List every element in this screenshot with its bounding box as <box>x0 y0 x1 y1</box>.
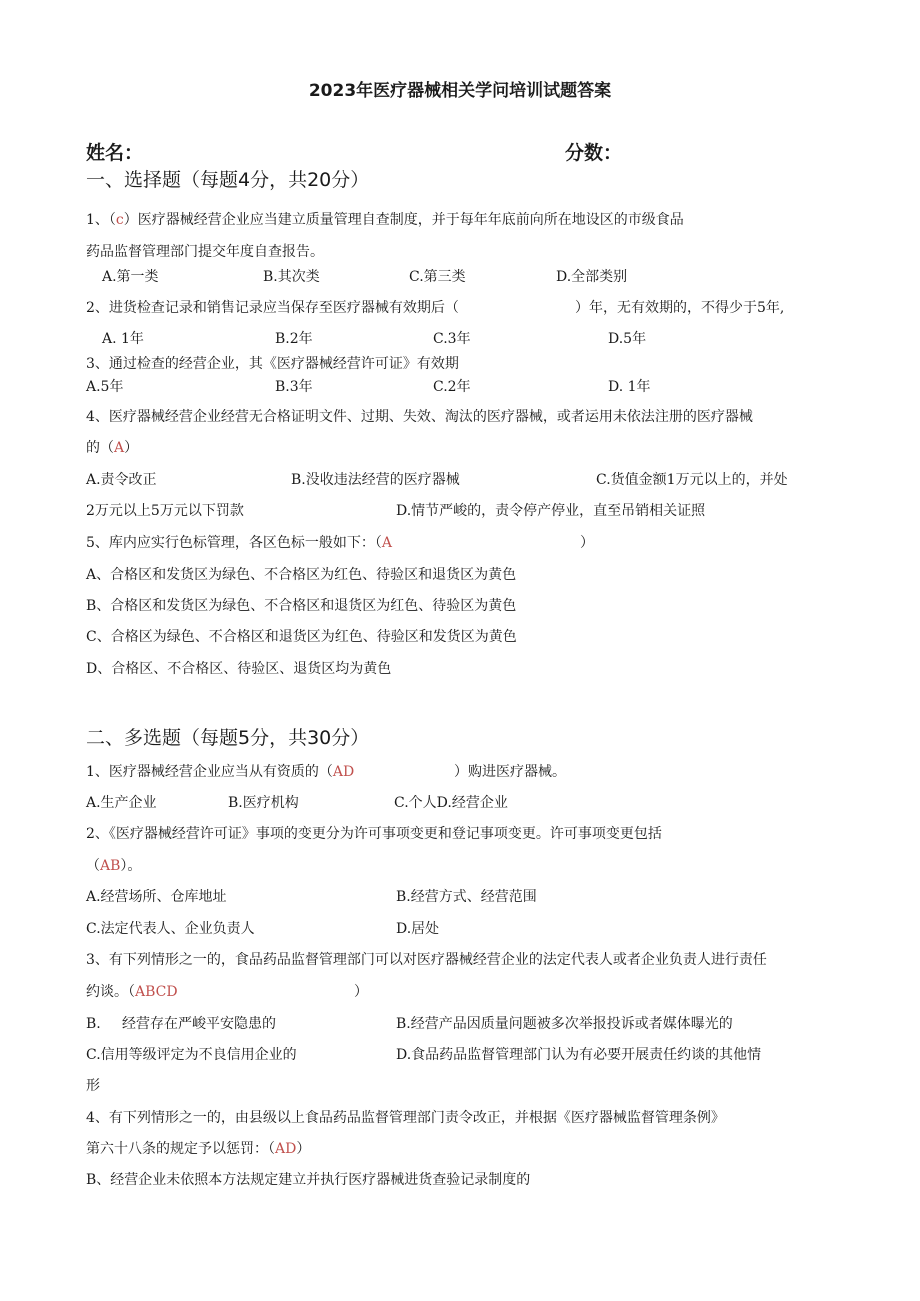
s2-q3-line2a: 约谈。（ABCD <box>86 984 178 1000</box>
s2-q1-option-a: A.生产企业 <box>86 795 157 811</box>
s2-q1-line1a: 1、医疗器械经营企业应当从有资质的（AD <box>86 764 355 780</box>
s2-q2-line2: （AB）。 <box>86 858 142 874</box>
s2-q2-line1: 2、《医疗器械经营许可证》事项的变更分为许可事项变更和登记事项变更。许可事项变更包括 <box>86 826 662 842</box>
s1-q4-answer: A <box>114 440 125 456</box>
section1-heading: 一、选择题（每题4分，共20分） <box>86 169 370 191</box>
s2-q3-option-a-letter: B. <box>86 1016 101 1032</box>
s1-q1-answer: c <box>115 212 124 228</box>
s1-q4-option-b: B.没收违法经营的医疗器械 <box>291 472 460 488</box>
s1-q4-option-c: C.货值金额1万元以上的，并处 <box>596 472 788 488</box>
s1-q2-line1a: 2、进货检查记录和销售记录应当保存至医疗器械有效期后（ <box>86 300 459 316</box>
s1-q3-option-a: A.5年 <box>86 379 124 395</box>
s2-q3-option-b: B.经营产品因质量问题被多次举报投诉或者媒体曝光的 <box>396 1016 733 1032</box>
s1-q3-text: 3、通过检查的经营企业，其《医疗器械经营许可证》有效期 <box>86 356 459 372</box>
s2-q1-answer: AD <box>332 764 355 780</box>
s2-q2-option-d: D.居处 <box>396 921 440 937</box>
score-label: 分数： <box>565 142 623 164</box>
s1-q4-option-c-cont: 2万元以上5万元以下罚款 <box>86 503 244 519</box>
s1-q3-option-c: C.2年 <box>433 379 471 395</box>
s1-q5-answer: A <box>381 535 393 551</box>
s1-q1-option-d: D.全部类别 <box>556 269 628 285</box>
s1-q3-option-d: D. 1年 <box>608 379 651 395</box>
s2-q3-line1: 3、有下列情形之一的，食品药品监督管理部门可以对医疗器械经营企业的法定代表人或者企业负责人进行责任 <box>86 952 767 968</box>
s2-q2-option-c: C.法定代表人、企业负责人 <box>86 921 255 937</box>
s2-q1-option-cd: C.个人D.经营企业 <box>394 795 508 811</box>
s1-q5-option-d: D、合格区、不合格区、待验区、退货区均为黄色 <box>86 661 392 677</box>
s2-q3-option-c: C.信用等级评定为不良信用企业的 <box>86 1047 297 1063</box>
s2-q4-line1: 4、有下列情形之一的，由县级以上食品药品监督管理部门责令改正，并根据《医疗器械监督管理条例》 <box>86 1110 725 1126</box>
s2-q2-answer: AB <box>100 858 121 874</box>
s2-q3-option-d: D.食品药品监督管理部门认为有必要开展责任约谈的其他情 <box>396 1047 762 1063</box>
s1-q5-option-b: B、合格区和发货区为绿色、不合格区和退货区为红色、待验区为黄色 <box>86 598 517 614</box>
s1-q5-option-a: A、合格区和发货区为绿色、不合格区为红色、待验区和退货区为黄色 <box>86 567 517 583</box>
s1-q5-line1b: ） <box>580 535 594 551</box>
s1-q2-option-b: B.2年 <box>275 331 313 347</box>
s2-q3-option-d-cont: 形 <box>86 1078 100 1094</box>
s1-q5-line1a: 5、库内应实行色标管理，各区色标一般如下：（A <box>86 535 393 551</box>
s1-q1-option-b: B.其次类 <box>263 269 320 285</box>
s2-q2-option-a: A.经营场所、仓库地址 <box>86 889 227 905</box>
s2-q1-line1b: ）购进医疗器械。 <box>454 764 566 780</box>
s1-q3-option-b: B.3年 <box>275 379 313 395</box>
s2-q1-option-b: B.医疗机构 <box>228 795 299 811</box>
s1-q1-line1: 1、（c）医疗器械经营企业应当建立质量管理自查制度，并于每年年底前向所在地设区的市级食品 <box>86 212 684 228</box>
s1-q4-line1: 4、医疗器械经营企业经营无合格证明文件、过期、失效、淘汰的医疗器械，或者运用未依法注册的医疗器械 <box>86 409 753 425</box>
s2-q3-option-a: 经营存在严峻平安隐患的 <box>122 1016 276 1032</box>
s2-q4-line3: B、经营企业未依照本方法规定建立并执行医疗器械进货查验记录制度的 <box>86 1172 531 1188</box>
s1-q1-line2: 药品监督管理部门提交年度自查报告。 <box>86 244 324 260</box>
s2-q3-line2b: ） <box>354 984 368 1000</box>
s2-q4-line2: 第六十八条的规定予以惩罚：（AD） <box>86 1141 311 1157</box>
s1-q4-option-a: A.责令改正 <box>86 472 157 488</box>
s2-q2-option-b: B.经营方式、经营范围 <box>396 889 537 905</box>
s1-q1-option-a: A.第一类 <box>102 269 159 285</box>
s1-q2-option-d: D.5年 <box>608 331 647 347</box>
s2-q3-answer: ABCD <box>135 984 178 1000</box>
s1-q2-option-c: C.3年 <box>433 331 471 347</box>
section2-heading: 二、多选题（每题5分，共30分） <box>86 727 370 749</box>
name-label: 姓名： <box>86 142 144 164</box>
s1-q2-option-a: A. 1年 <box>102 331 144 347</box>
document-title: 2023年医疗器械相关学问培训试题答案 <box>308 81 612 101</box>
s1-q4-option-d: D.情节严峻的，责令停产停业，直至吊销相关证照 <box>396 503 706 519</box>
s1-q2-line1b: ）年，无有效期的，不得少于5年, <box>575 300 785 316</box>
s1-q1-option-c: C.第三类 <box>409 269 466 285</box>
s2-q4-answer: AD <box>275 1141 297 1157</box>
s1-q5-option-c: C、合格区为绿色、不合格区和退货区为红色、待验区和发货区为黄色 <box>86 629 517 645</box>
s1-q4-line2: 的（A） <box>86 440 139 456</box>
